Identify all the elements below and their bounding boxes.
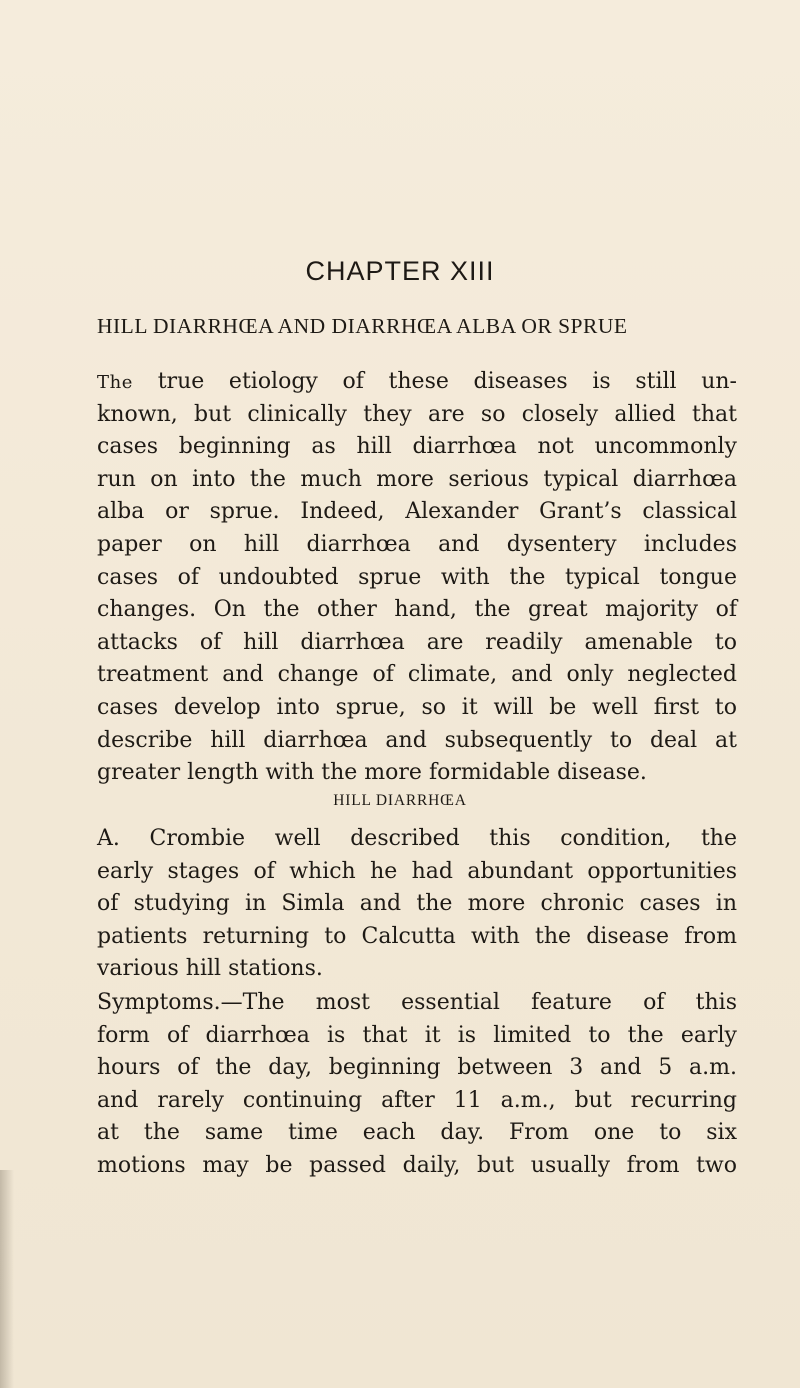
page-edge-shadow [0, 1170, 14, 1388]
text-line: and rarely continuing after 11 a.m., but recurring [97, 1087, 737, 1113]
text-line: of studying in Simla and the more chronic cases in [97, 891, 737, 917]
text-line: paper on hill diarrhœa and dysentery includes [97, 531, 737, 557]
text-line: cases develop into sprue, so it will be well first to [97, 694, 737, 720]
paragraph-symptoms [97, 987, 737, 1183]
text-line: form of diarrhœa is that it is limited to the early [97, 1022, 737, 1048]
text-line: Symptoms.—The most essential feature of this [97, 990, 737, 1015]
subheading-hill-diarrhoea: HILL DIARRHŒA [333, 792, 467, 809]
text-line: cases beginning as hill diarrhœa not uncommonly [97, 434, 737, 460]
text-line: greater length with the more formidable disease. [97, 760, 647, 786]
text-line: run on into the much more serious typical diarrhœa [97, 466, 737, 492]
section-heading: HILL DIARRHŒA AND DIARRHŒA ALBA OR SPRUE [97, 314, 628, 338]
chapter-title: CHAPTER XIII [305, 256, 495, 286]
text-line: changes. On the other hand, the great majority of [97, 597, 737, 623]
text-line: The true etiology of these diseases is still un- [97, 369, 737, 394]
small-caps-lead: The [97, 372, 134, 393]
text-line: attacks of hill diarrhœa are readily amenable to [97, 629, 737, 655]
text-line: cases of undoubted sprue with the typical tongue [97, 564, 737, 590]
text-line: known, but clinically they are so closely allied that [97, 401, 737, 427]
text-line: various hill stations. [97, 956, 323, 982]
text-line: describe hill diarrhœa and subsequently to deal at [97, 727, 737, 753]
text-line: patients returning to Calcutta with the disease from [97, 923, 737, 949]
text-line: A. Crombie well described this condition, the [97, 826, 737, 851]
text-line: alba or sprue. Indeed, Alexander Grant’s classical [97, 499, 737, 525]
text-line: at the same time each day. From one to six [97, 1120, 737, 1146]
text-line: early stages of which he had abundant opportunities [97, 858, 737, 884]
text-line: treatment and change of climate, and only neglected [97, 662, 737, 688]
text-line: hours of the day, beginning between 3 and 5 a.m. [97, 1055, 737, 1081]
paragraph-intro [97, 366, 737, 790]
text-line: motions may be passed daily, but usually from two [97, 1152, 737, 1178]
paragraph-crombie [97, 823, 737, 986]
